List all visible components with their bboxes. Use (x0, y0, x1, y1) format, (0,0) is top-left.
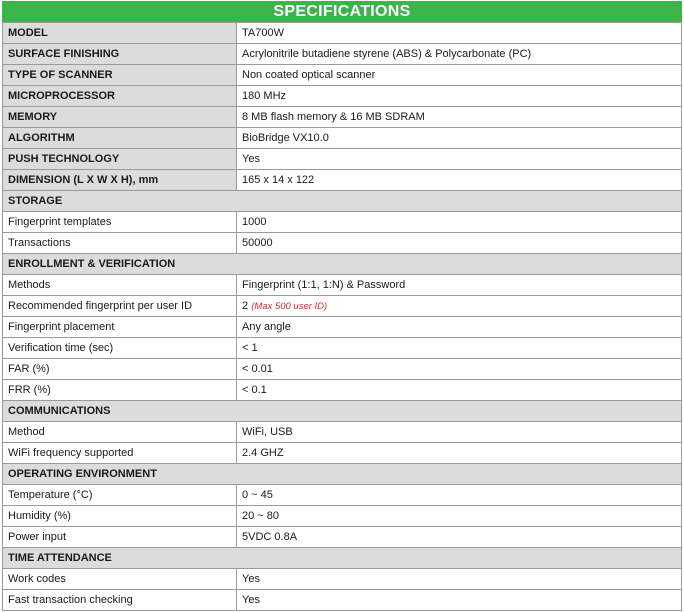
table-row (3, 527, 682, 548)
row-label: Fast transaction checking (3, 590, 237, 611)
spec-table (2, 22, 682, 611)
row-value (237, 485, 682, 506)
spec-value: 165 x 14 x 122 (237, 170, 682, 191)
spec-label: MEMORY (3, 107, 237, 128)
table-row (3, 443, 682, 464)
section-header (3, 548, 682, 569)
table-row (3, 317, 682, 338)
row-value (237, 338, 682, 359)
section-header (3, 254, 682, 275)
spec-value: Yes (237, 149, 682, 170)
spec-row (3, 65, 682, 86)
row-value-text: 50000 (242, 237, 273, 249)
row-value-text: < 1 (242, 342, 258, 354)
row-value-text: 1000 (242, 216, 267, 228)
table-row (3, 485, 682, 506)
table-row (3, 506, 682, 527)
spec-row (3, 86, 682, 107)
table-row (3, 380, 682, 401)
row-value-text: Yes (242, 573, 260, 585)
spec-value: TA700W (237, 23, 682, 44)
spec-value: BioBridge VX10.0 (237, 128, 682, 149)
spec-row (3, 149, 682, 170)
spec-value: 8 MB flash memory & 16 MB SDRAM (237, 107, 682, 128)
row-value (237, 233, 682, 254)
section-title: TIME ATTENDANCE (3, 548, 682, 569)
spec-label: TYPE OF SCANNER (3, 65, 237, 86)
row-label: Humidity (%) (3, 506, 237, 527)
row-label: Work codes (3, 569, 237, 590)
row-label: Verification time (sec) (3, 338, 237, 359)
table-row (3, 212, 682, 233)
row-value-text: WiFi, USB (242, 426, 293, 438)
row-value-text: 2 (242, 300, 249, 312)
row-value-text: Fingerprint (1:1, 1:N) & Password (242, 279, 406, 291)
row-value (237, 296, 682, 317)
row-label: Power input (3, 527, 237, 548)
spec-label: ALGORITHM (3, 128, 237, 149)
table-row (3, 590, 682, 611)
spec-label: MODEL (3, 23, 237, 44)
table-row (3, 338, 682, 359)
spec-table-body (3, 23, 682, 611)
section-header (3, 401, 682, 422)
spec-value: Non coated optical scanner (237, 65, 682, 86)
section-header (3, 191, 682, 212)
row-label: Method (3, 422, 237, 443)
spec-sheet (2, 1, 682, 611)
row-value (237, 380, 682, 401)
row-value (237, 212, 682, 233)
spec-row (3, 23, 682, 44)
spec-value: 180 MHz (237, 86, 682, 107)
spec-row (3, 44, 682, 65)
row-value (237, 275, 682, 296)
row-label: FAR (%) (3, 359, 237, 380)
spec-label: PUSH TECHNOLOGY (3, 149, 237, 170)
row-value (237, 569, 682, 590)
row-label: FRR (%) (3, 380, 237, 401)
row-value-text: 20 ~ 80 (242, 510, 280, 522)
table-row (3, 275, 682, 296)
section-title: STORAGE (3, 191, 682, 212)
spec-row (3, 170, 682, 191)
row-label: WiFi frequency supported (3, 443, 237, 464)
row-value (237, 422, 682, 443)
section-title: ENROLLMENT & VERIFICATION (3, 254, 682, 275)
row-label: Temperature (°C) (3, 485, 237, 506)
row-value-text: < 0.1 (242, 384, 267, 396)
page-title: SPECIFICATIONS (2, 1, 682, 22)
row-value-note: (Max 500 user ID) (251, 301, 328, 312)
spec-label: DIMENSION (L X W X H), mm (3, 170, 237, 191)
section-title: OPERATING ENVIRONMENT (3, 464, 682, 485)
row-value (237, 506, 682, 527)
spec-row (3, 128, 682, 149)
section-title: COMMUNICATIONS (3, 401, 682, 422)
section-header (3, 464, 682, 485)
row-value-text: 5VDC 0.8A (242, 531, 298, 543)
table-row (3, 569, 682, 590)
table-row (3, 233, 682, 254)
row-value (237, 527, 682, 548)
table-row (3, 422, 682, 443)
spec-row (3, 107, 682, 128)
row-label: Fingerprint templates (3, 212, 237, 233)
row-value (237, 590, 682, 611)
row-label: Methods (3, 275, 237, 296)
spec-label: MICROPROCESSOR (3, 86, 237, 107)
row-label: Transactions (3, 233, 237, 254)
spec-label: SURFACE FINISHING (3, 44, 237, 65)
row-value-text: Any angle (242, 321, 291, 333)
spec-value: Acrylonitrile butadiene styrene (ABS) & Polycarbonate (PC) (237, 44, 682, 65)
row-value-text: Yes (242, 594, 260, 606)
table-row (3, 359, 682, 380)
row-value (237, 317, 682, 338)
row-value-text: < 0.01 (242, 363, 273, 375)
row-value (237, 443, 682, 464)
row-label: Fingerprint placement (3, 317, 237, 338)
row-value (237, 359, 682, 380)
row-value-text: 0 ~ 45 (242, 489, 273, 501)
row-value-text: 2.4 GHZ (242, 447, 284, 459)
table-row (3, 296, 682, 317)
row-label: Recommended fingerprint per user ID (3, 296, 237, 317)
